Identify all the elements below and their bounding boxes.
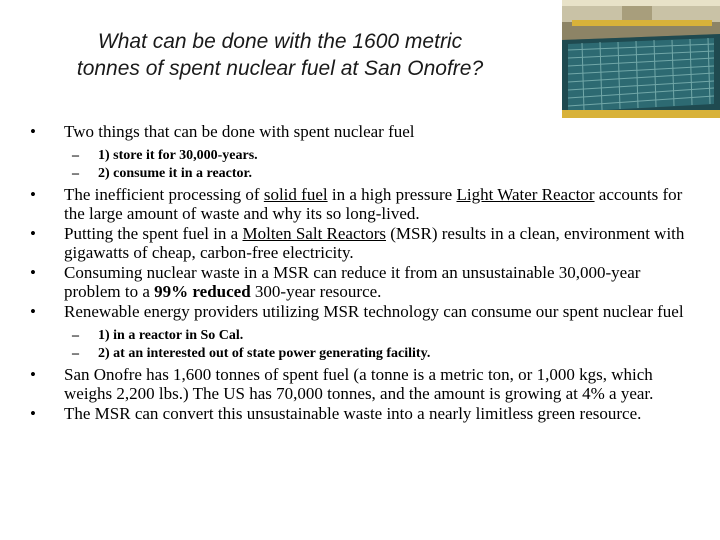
sub-bullet-so-cal: [30, 327, 700, 345]
bullet-text: (MSR) results in a clean, environment with gigawatts of cheap, carbon-free electricity.: [64, 224, 685, 262]
slide-title: [20, 28, 540, 82]
bullet-text: San Onofre has 1,600 tonnes of spent fuel (a tonne is a metric ton, or 1,000 kgs, which weighs 2,200 lbs.) The US has 70,000 tonnes, and the amount is growing at 4% a year.: [64, 365, 654, 403]
bullet-text: accounts for the large amount of waste and why its so long-lived.: [64, 185, 683, 223]
bullet-text: The MSR can convert this unsustainable waste into a nearly limitless green resource.: [64, 404, 642, 423]
bullet-consuming-waste: [30, 263, 700, 301]
reduction-highlight: 99% reduced: [154, 282, 251, 301]
bullet-marker: •: [30, 404, 36, 423]
sub-bullet-text: 1) in a reactor in So Cal.: [98, 328, 244, 343]
light-water-reactor-link[interactable]: Light Water Reactor: [456, 185, 595, 204]
bullet-text: Two things that can be done with spent nuclear fuel: [64, 122, 415, 141]
bullet-marker: •: [30, 122, 36, 141]
sub-bullet-marker: –: [72, 148, 79, 163]
bullet-renewable-providers: [30, 302, 700, 321]
bullet-marker: •: [30, 263, 36, 282]
sub-bullet-consume: [30, 165, 700, 183]
bullet-text: 300-year resource.: [250, 282, 382, 301]
bullet-molten-salt: [30, 224, 700, 262]
spent-fuel-pool-illustration: [562, 0, 720, 118]
bullet-text: Putting the spent fuel in a: [64, 224, 243, 243]
sub-bullet-text: 1) store it for 30,000-years.: [98, 148, 258, 163]
slide-title-line-1: What can be done with the 1600 metric: [97, 30, 463, 53]
bullet-san-onofre-tonnes: [30, 365, 700, 403]
spent-fuel-pool-photo: [562, 0, 720, 118]
sub-bullet-marker: –: [72, 166, 79, 181]
sub-bullet-marker: –: [72, 346, 79, 361]
bullet-marker: •: [30, 224, 36, 243]
bullet-inefficient-processing: [30, 185, 700, 223]
sub-bullet-marker: –: [72, 328, 79, 343]
sub-bullet-out-of-state: [30, 345, 700, 363]
sub-bullet-text: 2) consume it in a reactor.: [98, 166, 252, 181]
bullet-text: Consuming nuclear waste in a MSR can reduce it from an unsustainable 30,000-year problem to a: [64, 263, 641, 301]
solid-fuel-link[interactable]: solid fuel: [263, 185, 328, 204]
bullet-msr-convert: [30, 404, 700, 423]
sub-bullet-text: 2) at an interested out of state power generating facility.: [98, 346, 431, 361]
bullet-marker: •: [30, 365, 36, 384]
molten-salt-reactors-link[interactable]: Molten Salt Reactors: [242, 224, 387, 243]
bullet-marker: •: [30, 302, 36, 321]
bullet-text: Renewable energy providers utilizing MSR technology can consume our spent nuclear fuel: [64, 302, 684, 321]
slide-body: [30, 122, 700, 424]
bullet-two-things: [30, 122, 700, 141]
bullet-marker: •: [30, 185, 36, 204]
slide-title-line-2: tonnes of spent nuclear fuel at San Onofre?: [76, 57, 484, 80]
bullet-text: The inefficient processing of: [64, 185, 264, 204]
sub-bullet-store: [30, 147, 700, 165]
bullet-text: in a high pressure: [327, 185, 457, 204]
